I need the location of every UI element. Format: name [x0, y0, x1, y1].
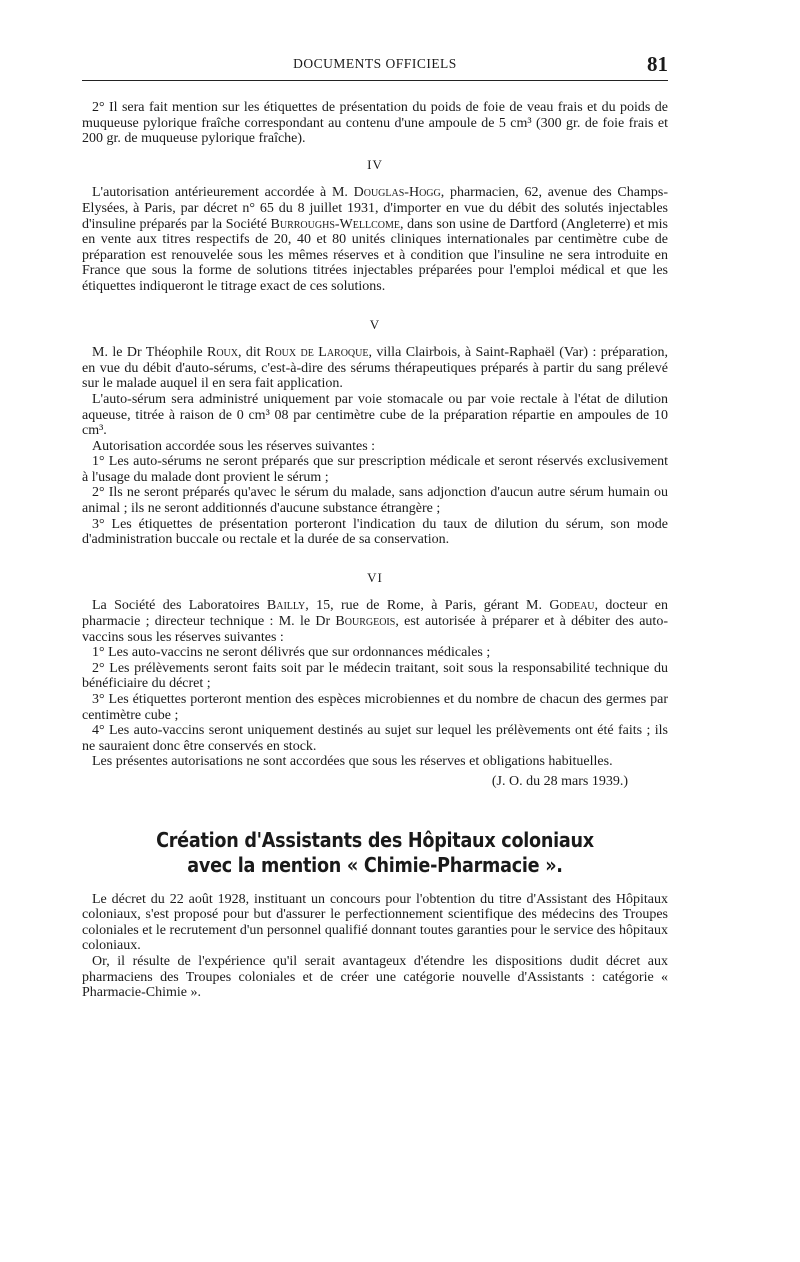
person-name: Roux [206, 345, 238, 361]
article-paragraph-2: Or, il résulte de l'expérience qu'il serait avantageux d'étendre les dispositions dudit décret aux pharmaciens des Troupes coloniales et de créer une catégorie nouvelle d'Assistants : catégorie « Pharmacie-Chimie ». [82, 953, 668, 1001]
person-name: Douglas-Hogg [353, 185, 441, 201]
article-title [117, 828, 633, 878]
section-v-paragraph-1 [82, 345, 668, 392]
section-v-item-3: 3° Les étiquettes de présentation porteront l'indication du taux de dilution du sérum, son mode d'administration buccale ou rectale et la durée de sa conservation. [82, 516, 668, 548]
text-run: , 15, rue de Rome, à Paris, gérant M. [305, 598, 550, 614]
section-vi-item-2: 2° Les prélèvements seront faits soit par le médecin traitant, soit sous la responsabilité technique du bénéficiaire du décret ; [82, 660, 668, 692]
section-vi-item-1: 1° Les auto-vaccins ne seront délivrés que sur ordonnances médicales ; [92, 645, 491, 661]
company-name: Bailly [266, 598, 306, 614]
text-run: L'autorisation antérieurement accordée à M. [92, 185, 354, 201]
section-v-paragraph-3: Autorisation accordée sous les réserves suivantes : [92, 438, 376, 454]
text-run: , pharmacien, 62, avenue des Champs-Elysées, à Paris, par décret n° 65 du 8 juillet 1931, d'importer en vue du débit des solutés injectables d'insuline préparés par la Société [82, 185, 668, 232]
person-name: Godeau [549, 598, 595, 614]
header-title: DOCUMENTS OFFICIELS [293, 56, 457, 71]
section-v-item-2: 2° Ils ne seront préparés qu'avec le sérum du malade, sans adjonction d'aucun autre sérum humain ou animal ; ils ne seront additionnés d'aucune substance étrangère ; [82, 485, 668, 517]
person-name: Roux de Laroque [265, 345, 369, 361]
person-name: Bourgeois [335, 614, 396, 630]
article-title-line-2: avec la mention « Chimie-Pharmacie ». [187, 852, 563, 877]
intro-paragraph: 2° Il sera fait mention sur les étiquettes de présentation du poids de foie de veau frais et du poids de muqueuse pylorique fraîche correspondant au contenu d'une ampoule de 5 cm³ (300 gr. de foie frais et 200 gr. de muqueuse pylorique fraîche). [82, 100, 668, 147]
section-heading-iv: IV [367, 156, 383, 172]
text-run: M. le Dr Théophile [92, 345, 207, 361]
text-run: , est autorisée à préparer et à débiter des auto-vaccins sous les réserves suivantes : [82, 614, 668, 645]
document-body [82, 100, 668, 1001]
text-run: , dans son usine de Dartford (Angleterre) et mis en vente aux titres respectifs de 20, 40 et 80 unités cliniques internationales par centimètre cube de préparation est renouvelée sous les mêmes réserves et à condition que l'insuline ne sera introduite en France que sous la forme de solutions titrées injectables préparées pour l'emploi médical et que les étiquettes indiqueront le titrage exact de ces solutions. [82, 216, 668, 294]
section-v-paragraph-2: L'auto-sérum sera administré uniquement par voie stomacale ou par voie rectale à l'état de dilution aqueuse, titrée à raison de 0 cm³ 08 par centimètre cube de la préparation répartie en ampoules de 10 cm³. [82, 391, 668, 439]
article-title-line-1: Création d'Assistants des Hôpitaux coloniaux [156, 827, 594, 852]
text-run: , dit [238, 345, 266, 361]
company-name: Burroughs-Wellcome [270, 216, 400, 232]
source-citation: (J. O. du 28 mars 1939.) [491, 773, 628, 789]
page-number: 81 [647, 52, 668, 76]
section-vi-item-3: 3° Les étiquettes porteront mention des espèces microbiennes et du nombre de chacun des germes par centimètre cube ; [82, 692, 668, 723]
running-header [82, 52, 668, 78]
text-run: , villa Clairbois, à Saint-Raphaël (Var) : préparation, en vue du débit d'auto-sérums, c'est-à-dire des sérums thérapeutiques préparés à partir du sang prélevé sur le malade auquel il en sera fait application. [82, 345, 668, 392]
section-vi-paragraph-1 [82, 598, 668, 645]
section-vi-item-4: 4° Les auto-vaccins seront uniquement destinés au sujet sur lequel les prélèvements ont été faits ; ils ne sauraient donc être conservés en stock. [82, 723, 668, 754]
section-vi-closing: Les présentes autorisations ne sont accordées que sous les réserves et obligations habituelles. [92, 754, 613, 770]
header-rule [82, 80, 668, 81]
text-run: La Société des Laboratoires [92, 598, 267, 614]
section-v-item-1: 1° Les auto-sérums ne seront préparés que sur prescription médicale et seront réservés exclusivement à l'usage du malade dont provient le sérum ; [82, 454, 668, 485]
section-iv-paragraph [82, 185, 668, 294]
article-paragraph-1: Le décret du 22 août 1928, instituant un concours pour l'obtention du titre d'Assistant des Hôpitaux coloniaux, s'est proposé pour but d'assurer le perfectionnement scientifique des médecins des Troupes coloniales et le recrutement d'un personnel qualifié donnant toutes garanties pour le service des hôpitaux coloniaux. [82, 891, 668, 954]
section-heading-vi: VI [367, 569, 383, 585]
section-heading-v: V [369, 316, 381, 332]
text-run: , docteur en pharmacie ; directeur technique : M. le Dr [82, 598, 668, 630]
